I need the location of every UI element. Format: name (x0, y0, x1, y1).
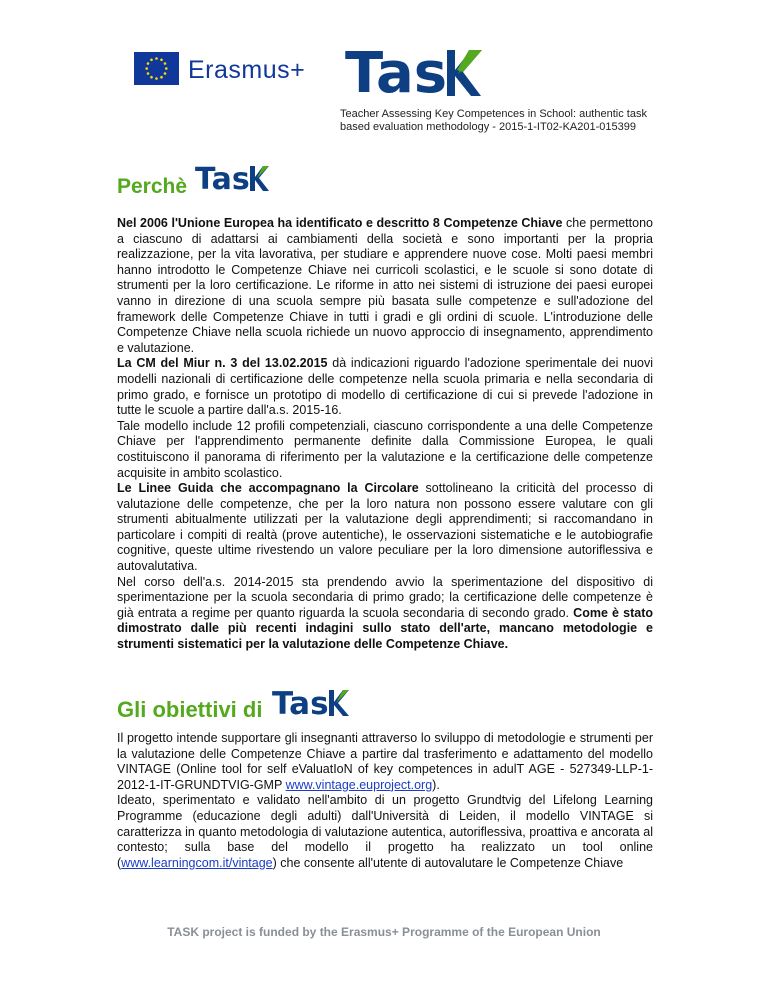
section-title-perche: Perchè (117, 175, 188, 198)
paragraph-3: Tale modello include 12 profili competenziali, ciascuno corrispondente a una delle Competenze Chiave per l'apprendimento permanente definite dalla Commissione Europea, le quali costituiscono il panorama di riferimento per la valutazione e la certificazione delle competenze acquisite in ambito scolastico. (117, 418, 653, 480)
learningcom-link[interactable]: www.learningcom.it/vintage (121, 855, 273, 870)
paragraph-5: Nel corso dell'a.s. 2014-2015 sta prendendo avvio la sperimentazione del dispositivo di sperimentazione per la scuola secondaria di primo grado; la certificazione delle competenze è già entrata a regime per quanto riguarda la scuola secondaria di secondo grado. Come è stato dimostrato dalle più recenti indagini sullo stato dell'arte, mancano metodologie e strumenti sistematici per la valutazione delle Competenze Chiave. (117, 574, 653, 652)
svg-text:Tas: Tas (345, 41, 448, 102)
svg-text:Tas: Tas (195, 162, 250, 194)
project-tagline: Teacher Assessing Key Competences in School: authentic task based evaluation methodology - 2015-1-IT02-KA201-015399 (340, 108, 647, 133)
footer-funding-note: TASK project is funded by the Erasmus+ Programme of the European Union (167, 925, 601, 939)
paragraph-7: Ideato, sperimentato e validato nell'ambito di un progetto Grundtvig del Lifelong Learning Programme (educazione degli adulti) dall'Università di Leiden, il modello VINTAGE si caratterizza in quanto metodologia di valutazione autentica, autoriflessiva, proattiva e ancorata al contesto; sulla base del modello il progetto ha realizzato un tool online (www.learningcom.it/vintage) che consente all'utente di autovalutare le Competenze Chiave (117, 793, 653, 870)
paragraph-1: Nel 2006 l'Unione Europea ha identificato e descritto 8 Competenze Chiave che permettono a ciascuno di adattarsi ai cambiamenti della società e sono importanti per la propria realizzazione, per la vita lavorativa, per studiare e apprendere nuove cose. Molti paesi membri hanno introdotto le Competenze Chiave nei curricoli scolastici, e le scuole si sono dotate di strumenti per la loro certificazione. Le riforme in atto nei sistemi di istruzione dei paesi europei vanno in direzione di una scuola sempre più basata sulle competenze e sull'adozione del framework delle Competenze Chiave in tutti i gradi e gli ordini di scuole. L'introduzione delle Competenze Chiave nella scuola richiede un nuovo approccio di insegnamento, apprendimento e valutazione. (117, 216, 653, 355)
task-small-logo (195, 160, 271, 199)
paragraph-4: Le Linee Guida che accompagnano la Circolare sottolineano la criticità del processo di valutazione delle competenze, che per la loro natura non possono essere valutare con gli strumenti abitualmente utilizzati per la valutazione degli apprendimenti; si raccomandano in particolare i compiti di realtà (prove autentiche), le osservazioni sistematiche e le autobiografie cognitive, queste ultime rivestendo un valore peculiare per la loro dimensione autoriflessiva e autovalutativa. (117, 481, 653, 574)
eu-flag-icon (134, 52, 179, 85)
paragraph-6: Il progetto intende supportare gli insegnanti attraverso lo sviluppo di metodologie e strumenti per la valutazione delle Competenze Chiave a partire dal trasferimento e adattamento del modello VINTAGE (Online tool for self eValuatIoN of key competences in adulT AGE - 527349-LLP-1-2012-1-IT-GRUNDTVIG-GMP www.vintage.euproject.org). (117, 731, 653, 792)
section-title-obiettivi: Gli obiettivi di (117, 697, 263, 722)
erasmus-logo-text: Erasmus+ (188, 56, 306, 84)
task-logo (345, 40, 485, 107)
paragraph-2: La CM del Miur n. 3 del 13.02.2015 dà indicazioni riguardo l'adozione sperimentale dei nuovi modelli nazionali di certificazione delle competenze nella scuola primaria e nella secondaria di primo grado, e fornisce un prototipo di modello di certificazione di cui si prevede l'adozione in tutte le scuole a partire dall'a.s. 2015-16. (117, 356, 653, 418)
vintage-euproject-link[interactable]: www.vintage.euproject.org (285, 777, 433, 792)
section2-body (117, 731, 653, 871)
task-small-logo-2 (272, 684, 352, 725)
svg-text:Tas: Tas (272, 686, 329, 720)
section1-body (117, 216, 653, 653)
